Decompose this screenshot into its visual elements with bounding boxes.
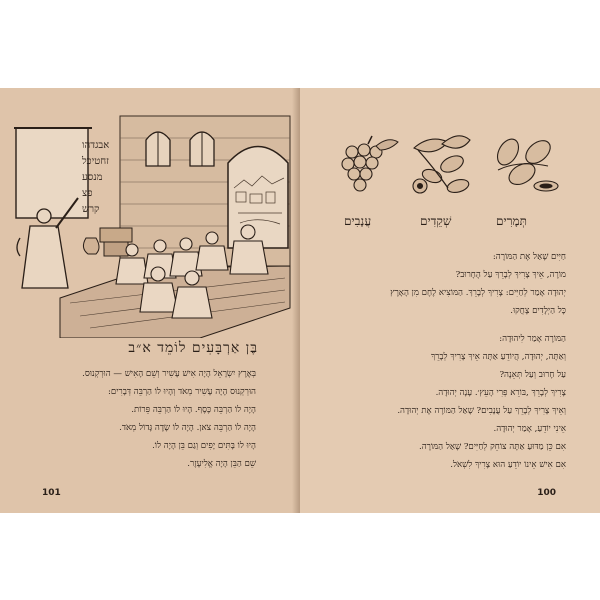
lesson-line: אִם אִישׁ אֵינוֹ יוֹדֵעַ הוּא צָרִיךְ לִשְׁאֹל. [450,460,566,470]
fruit-label-almonds: שְׁקֵדִים [420,214,452,228]
lesson-line: וְאַתָּה, יְהוּדָה, הֲיוֹדֵעַ אַתָּה אֵיךְ צָרִיךְ לְבָרֵךְ [430,352,566,362]
chart-letters-row: קרש [82,204,100,215]
almonds-illustration [404,128,484,203]
left-page [0,88,300,513]
classroom-illustration [0,88,300,338]
lesson-line: צָרִיךְ לְבָרֵךְ ,בּוֹרֵא פְּרִי הָעֵץ׳. עָנָה יְהוּדָה. [435,388,566,398]
story-line: בְּאֶרֶץ יִשְׂרָאֵל הָיָה אִישׁ עָשִׁיר וְשֵׁם הָאִישׁ — הוּרְקְנוּס. [82,369,256,379]
lesson-line: מוֹרֶה, אֵיךְ צָרִיךְ לְבָרֵךְ עַל הֶחָרוּב? [455,270,566,280]
page-number-right: 100 [537,488,556,498]
fruit-label-dates: תְּמָרִים [496,214,527,228]
dates-illustration [488,130,568,205]
lesson-line: כָּל הַיְלָדִים צָחֲקוּ. [510,306,566,316]
right-page [300,88,600,513]
chart-letters-row: זחטיכל [82,156,109,167]
lesson-line: וְאֵיךְ צָרִיךְ לְבָרֵךְ עַל עֲנָבִים? שָׁאַל הַמּוֹרֶה אֶת יְהוּדָה. [397,406,566,416]
open-book [0,88,600,513]
story-line: הָיָה לוֹ הַרְבֵּה צֹאן. הָיָה לוֹ שָׂדֶה גָּדוֹל מְאֹד. [119,423,256,433]
chart-letters-row: מנסע [82,172,103,183]
lesson-line: אֵינִי יוֹדֵעַ, אָמַר יְהוּדָה. [493,424,566,434]
story-line: הָיָה לוֹ הַרְבֵּה כֶּסֶף. הָיוּ לוֹ הַרְבֵּה פֵּרוֹת. [131,405,256,415]
story-heading: בֶּן אַרְבָּעִים לוֹמֵד א״ב [128,340,258,356]
lesson-line: הַמּוֹרֶה אָמַר לִיהוּדָה: [499,334,566,344]
grapes-illustration [336,132,406,202]
story-line: שֵׁם הַבֵּן הָיָה אֱלִיעֶזֶר. [187,459,256,469]
chart-letters-row: פצ [82,188,93,199]
lesson-line: עַל חָרוּב וְעַל תְּאֵנָה? [499,370,566,380]
story-line: הוּרְקְנוּס הָיָה עָשִׁיר מְאֹד וְהָיוּ לוֹ הַרְבֵּה דְּבָרִים: [108,387,256,397]
fruit-label-grapes: עֲנָבִים [344,214,372,228]
lesson-line: חַיִּים שָׁאַל אֶת הַמּוֹרֶה: [492,252,566,262]
chart-letters-row: אבגדהו [82,140,110,151]
lesson-line: אִם כֵּן מַדּוּעַ אַתָּה צוֹחֵק לְחַיִּים? שָׁאַל הַמּוֹרֶה. [418,442,566,452]
lesson-line: יְהוּדָה אָמַר לְחַיִּים: צָרִיךְ לְבָרֵךְ. הַמּוֹצִיא לֶחֶם מִן הָאָרֶץ [390,288,566,298]
story-line: הָיוּ לוֹ בָּתִּים יָפִים וְגַם בֵּן הָיָה לוֹ. [152,441,256,451]
page-number-left: 101 [42,488,61,498]
